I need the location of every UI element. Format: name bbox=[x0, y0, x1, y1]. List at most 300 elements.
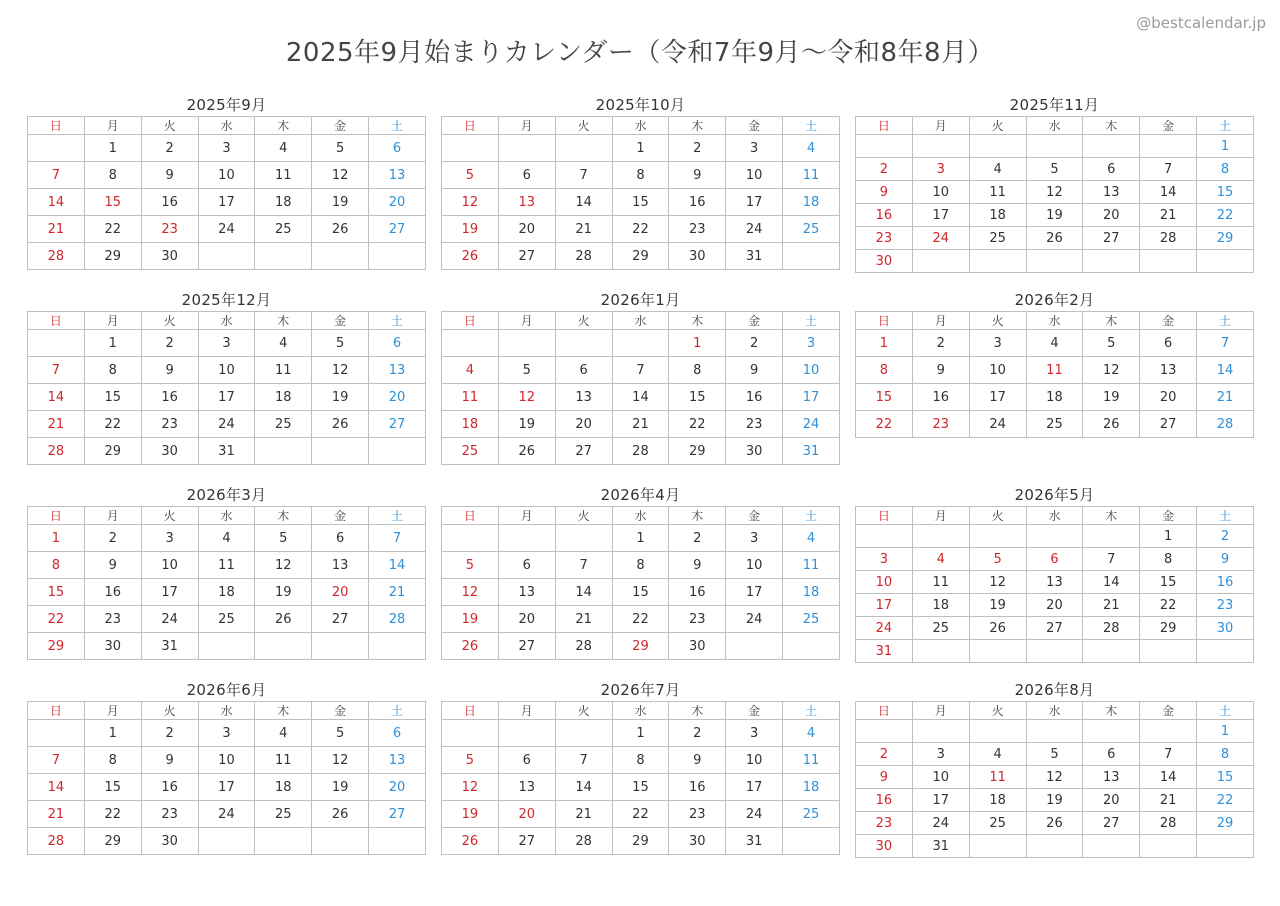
empty-day-cell bbox=[28, 720, 85, 747]
weekday-label: 水 bbox=[612, 507, 669, 525]
week-row bbox=[442, 633, 840, 660]
day-cell: 14 bbox=[28, 774, 85, 801]
month-title: 2025年12月 bbox=[181, 291, 272, 309]
weekday-label: 月 bbox=[498, 117, 555, 135]
day-cell: 4 bbox=[198, 525, 255, 552]
weekday-label: 火 bbox=[969, 702, 1026, 720]
week-row bbox=[28, 801, 426, 828]
day-cell: 16 bbox=[84, 579, 141, 606]
day-cell: 3 bbox=[198, 135, 255, 162]
day-cell: 5 bbox=[442, 552, 499, 579]
day-cell: 7 bbox=[28, 747, 85, 774]
day-cell: 19 bbox=[969, 594, 1026, 617]
month-calendar bbox=[27, 94, 426, 289]
day-cell: 18 bbox=[255, 189, 312, 216]
day-cell: 5 bbox=[1083, 330, 1140, 357]
day-cell: 18 bbox=[783, 579, 840, 606]
day-cell: 21 bbox=[1140, 204, 1197, 227]
day-cell: 25 bbox=[1026, 411, 1083, 438]
weekday-label: 火 bbox=[969, 507, 1026, 525]
weekday-label: 木 bbox=[255, 702, 312, 720]
day-cell: 4 bbox=[1026, 330, 1083, 357]
weekday-label: 土 bbox=[1197, 702, 1254, 720]
weekday-label: 土 bbox=[783, 117, 840, 135]
day-cell: 7 bbox=[1083, 548, 1140, 571]
month-title: 2026年8月 bbox=[1014, 681, 1095, 699]
day-cell: 2 bbox=[912, 330, 969, 357]
month-calendar bbox=[855, 94, 1254, 289]
month-calendar bbox=[855, 484, 1254, 679]
week-row bbox=[28, 189, 426, 216]
site-credit: @bestcalendar.jp bbox=[1136, 14, 1266, 32]
day-cell: 27 bbox=[498, 633, 555, 660]
empty-day-cell bbox=[912, 720, 969, 743]
day-cell: 9 bbox=[669, 747, 726, 774]
day-cell: 11 bbox=[255, 357, 312, 384]
empty-day-cell bbox=[912, 640, 969, 663]
day-cell: 30 bbox=[141, 243, 198, 270]
day-cell: 25 bbox=[783, 606, 840, 633]
week-row bbox=[28, 243, 426, 270]
day-cell: 7 bbox=[28, 162, 85, 189]
day-cell: 10 bbox=[912, 181, 969, 204]
day-cell: 25 bbox=[783, 216, 840, 243]
day-cell: 17 bbox=[726, 579, 783, 606]
day-cell: 5 bbox=[1026, 158, 1083, 181]
weekday-header-row bbox=[856, 507, 1254, 525]
day-cell: 2 bbox=[669, 135, 726, 162]
day-cell: 6 bbox=[555, 357, 612, 384]
day-cell: 28 bbox=[1140, 812, 1197, 835]
day-cell: 19 bbox=[1026, 204, 1083, 227]
day-cell: 9 bbox=[856, 181, 913, 204]
day-cell: 11 bbox=[255, 162, 312, 189]
day-cell: 6 bbox=[1083, 158, 1140, 181]
day-cell: 3 bbox=[198, 330, 255, 357]
day-cell: 14 bbox=[555, 189, 612, 216]
empty-day-cell bbox=[312, 828, 369, 855]
day-cell: 14 bbox=[369, 552, 426, 579]
weekday-label: 土 bbox=[783, 702, 840, 720]
day-cell: 21 bbox=[28, 411, 85, 438]
day-cell: 30 bbox=[856, 835, 913, 858]
day-cell: 20 bbox=[498, 606, 555, 633]
empty-day-cell bbox=[969, 250, 1026, 273]
day-cell: 14 bbox=[555, 579, 612, 606]
day-cell: 27 bbox=[369, 216, 426, 243]
empty-day-cell bbox=[198, 633, 255, 660]
day-cell: 27 bbox=[1026, 617, 1083, 640]
day-cell: 26 bbox=[442, 633, 499, 660]
day-cell: 21 bbox=[612, 411, 669, 438]
month-calendar bbox=[441, 679, 840, 874]
day-cell: 11 bbox=[255, 747, 312, 774]
day-cell: 23 bbox=[726, 411, 783, 438]
day-cell: 28 bbox=[28, 438, 85, 465]
empty-day-cell bbox=[255, 243, 312, 270]
empty-day-cell bbox=[912, 525, 969, 548]
week-row bbox=[856, 525, 1254, 548]
weekday-label: 日 bbox=[442, 702, 499, 720]
day-cell: 16 bbox=[669, 189, 726, 216]
month-title: 2025年9月 bbox=[186, 96, 267, 114]
weekday-label: 金 bbox=[726, 702, 783, 720]
weekday-label: 月 bbox=[912, 312, 969, 330]
day-cell: 4 bbox=[783, 135, 840, 162]
day-cell: 22 bbox=[612, 216, 669, 243]
weekday-label: 土 bbox=[369, 507, 426, 525]
day-cell: 25 bbox=[442, 438, 499, 465]
day-cell: 18 bbox=[912, 594, 969, 617]
empty-day-cell bbox=[555, 525, 612, 552]
day-cell: 15 bbox=[28, 579, 85, 606]
weekday-label: 木 bbox=[1083, 312, 1140, 330]
empty-day-cell bbox=[856, 720, 913, 743]
day-cell: 14 bbox=[1197, 357, 1254, 384]
day-cell: 28 bbox=[28, 828, 85, 855]
weekday-label: 水 bbox=[612, 312, 669, 330]
day-cell: 1 bbox=[84, 720, 141, 747]
day-cell: 12 bbox=[312, 357, 369, 384]
week-row bbox=[442, 720, 840, 747]
empty-day-cell bbox=[969, 835, 1026, 858]
weekday-header-row bbox=[442, 702, 840, 720]
empty-day-cell bbox=[1026, 250, 1083, 273]
day-cell: 23 bbox=[669, 801, 726, 828]
weekday-label: 火 bbox=[555, 702, 612, 720]
day-cell: 4 bbox=[969, 743, 1026, 766]
day-cell: 28 bbox=[555, 633, 612, 660]
day-cell: 17 bbox=[198, 774, 255, 801]
week-row bbox=[442, 801, 840, 828]
weekday-header-row bbox=[856, 117, 1254, 135]
day-cell: 20 bbox=[1026, 594, 1083, 617]
day-cell: 24 bbox=[726, 216, 783, 243]
day-cell: 26 bbox=[969, 617, 1026, 640]
week-row bbox=[28, 438, 426, 465]
day-cell: 8 bbox=[612, 747, 669, 774]
day-cell: 3 bbox=[912, 743, 969, 766]
day-cell: 6 bbox=[369, 720, 426, 747]
day-cell: 9 bbox=[726, 357, 783, 384]
day-cell: 18 bbox=[255, 384, 312, 411]
day-cell: 9 bbox=[669, 162, 726, 189]
day-cell: 22 bbox=[84, 801, 141, 828]
day-cell: 29 bbox=[84, 243, 141, 270]
weekday-label: 土 bbox=[369, 312, 426, 330]
week-row bbox=[856, 640, 1254, 663]
day-cell: 2 bbox=[141, 330, 198, 357]
day-cell: 25 bbox=[255, 216, 312, 243]
day-cell: 20 bbox=[498, 216, 555, 243]
day-cell: 13 bbox=[498, 189, 555, 216]
day-cell: 13 bbox=[312, 552, 369, 579]
day-cell: 9 bbox=[141, 357, 198, 384]
day-cell: 13 bbox=[1026, 571, 1083, 594]
day-cell: 24 bbox=[198, 411, 255, 438]
weekday-label: 土 bbox=[1197, 507, 1254, 525]
week-row bbox=[856, 835, 1254, 858]
weekday-label: 水 bbox=[198, 702, 255, 720]
empty-day-cell bbox=[1026, 835, 1083, 858]
day-cell: 22 bbox=[669, 411, 726, 438]
empty-day-cell bbox=[1140, 250, 1197, 273]
weekday-label: 水 bbox=[1026, 312, 1083, 330]
empty-day-cell bbox=[498, 525, 555, 552]
day-cell: 10 bbox=[912, 766, 969, 789]
day-cell: 24 bbox=[726, 606, 783, 633]
empty-day-cell bbox=[442, 525, 499, 552]
weekday-label: 水 bbox=[612, 117, 669, 135]
day-cell: 13 bbox=[1140, 357, 1197, 384]
month-table bbox=[855, 506, 1254, 663]
calendar-grid bbox=[27, 94, 1254, 874]
month-table bbox=[441, 311, 840, 465]
month-table bbox=[855, 311, 1254, 438]
day-cell: 9 bbox=[84, 552, 141, 579]
weekday-label: 火 bbox=[555, 117, 612, 135]
day-cell: 13 bbox=[1083, 766, 1140, 789]
day-cell: 17 bbox=[141, 579, 198, 606]
weekday-header-row bbox=[442, 312, 840, 330]
day-cell: 11 bbox=[783, 162, 840, 189]
weekday-label: 金 bbox=[312, 117, 369, 135]
week-row bbox=[442, 552, 840, 579]
day-cell: 23 bbox=[1197, 594, 1254, 617]
day-cell: 29 bbox=[612, 633, 669, 660]
week-row bbox=[28, 552, 426, 579]
day-cell: 7 bbox=[28, 357, 85, 384]
day-cell: 15 bbox=[84, 189, 141, 216]
day-cell: 15 bbox=[669, 384, 726, 411]
day-cell: 31 bbox=[783, 438, 840, 465]
day-cell: 10 bbox=[783, 357, 840, 384]
month-calendar bbox=[441, 484, 840, 679]
day-cell: 3 bbox=[856, 548, 913, 571]
empty-day-cell bbox=[1026, 720, 1083, 743]
day-cell: 4 bbox=[783, 720, 840, 747]
weekday-label: 火 bbox=[141, 702, 198, 720]
weekday-label: 日 bbox=[28, 117, 85, 135]
day-cell: 17 bbox=[783, 384, 840, 411]
weekday-label: 月 bbox=[498, 312, 555, 330]
day-cell: 21 bbox=[28, 216, 85, 243]
day-cell: 5 bbox=[498, 357, 555, 384]
day-cell: 12 bbox=[312, 747, 369, 774]
day-cell: 3 bbox=[726, 525, 783, 552]
week-row bbox=[28, 606, 426, 633]
weekday-label: 月 bbox=[912, 702, 969, 720]
empty-day-cell bbox=[312, 243, 369, 270]
day-cell: 10 bbox=[141, 552, 198, 579]
day-cell: 17 bbox=[912, 204, 969, 227]
day-cell: 29 bbox=[612, 243, 669, 270]
week-row bbox=[856, 384, 1254, 411]
day-cell: 29 bbox=[1197, 227, 1254, 250]
day-cell: 12 bbox=[1083, 357, 1140, 384]
day-cell: 27 bbox=[498, 828, 555, 855]
month-title: 2026年7月 bbox=[600, 681, 681, 699]
weekday-label: 木 bbox=[255, 312, 312, 330]
weekday-label: 火 bbox=[141, 312, 198, 330]
day-cell: 7 bbox=[1140, 743, 1197, 766]
day-cell: 2 bbox=[141, 135, 198, 162]
empty-day-cell bbox=[1026, 640, 1083, 663]
day-cell: 27 bbox=[312, 606, 369, 633]
day-cell: 17 bbox=[726, 774, 783, 801]
day-cell: 24 bbox=[198, 216, 255, 243]
day-cell: 12 bbox=[969, 571, 1026, 594]
month-title: 2026年4月 bbox=[600, 486, 681, 504]
weekday-header-row bbox=[28, 507, 426, 525]
day-cell: 13 bbox=[369, 357, 426, 384]
day-cell: 2 bbox=[669, 720, 726, 747]
week-row bbox=[856, 181, 1254, 204]
weekday-label: 日 bbox=[442, 312, 499, 330]
weekday-label: 金 bbox=[1140, 507, 1197, 525]
week-row bbox=[28, 411, 426, 438]
weekday-label: 日 bbox=[442, 117, 499, 135]
day-cell: 18 bbox=[783, 189, 840, 216]
empty-day-cell bbox=[198, 828, 255, 855]
weekday-label: 月 bbox=[84, 507, 141, 525]
week-row bbox=[28, 774, 426, 801]
day-cell: 16 bbox=[1197, 571, 1254, 594]
week-row bbox=[28, 135, 426, 162]
day-cell: 22 bbox=[84, 411, 141, 438]
empty-day-cell bbox=[969, 135, 1026, 158]
week-row bbox=[442, 828, 840, 855]
month-table bbox=[27, 311, 426, 465]
day-cell: 25 bbox=[912, 617, 969, 640]
month-title: 2026年5月 bbox=[1014, 486, 1095, 504]
day-cell: 17 bbox=[912, 789, 969, 812]
day-cell: 28 bbox=[1083, 617, 1140, 640]
day-cell: 19 bbox=[312, 384, 369, 411]
day-cell: 30 bbox=[726, 438, 783, 465]
day-cell: 16 bbox=[669, 579, 726, 606]
weekday-label: 木 bbox=[669, 507, 726, 525]
weekday-label: 金 bbox=[312, 702, 369, 720]
weekday-label: 水 bbox=[198, 117, 255, 135]
weekday-label: 金 bbox=[1140, 702, 1197, 720]
day-cell: 11 bbox=[912, 571, 969, 594]
empty-day-cell bbox=[369, 243, 426, 270]
week-row bbox=[442, 384, 840, 411]
empty-day-cell bbox=[969, 525, 1026, 548]
month-calendar bbox=[855, 679, 1254, 874]
day-cell: 21 bbox=[1197, 384, 1254, 411]
day-cell: 30 bbox=[1197, 617, 1254, 640]
day-cell: 26 bbox=[312, 801, 369, 828]
week-row bbox=[856, 204, 1254, 227]
weekday-label: 金 bbox=[726, 117, 783, 135]
week-row bbox=[442, 579, 840, 606]
day-cell: 31 bbox=[726, 828, 783, 855]
weekday-label: 日 bbox=[856, 702, 913, 720]
empty-day-cell bbox=[1197, 835, 1254, 858]
month-table bbox=[441, 116, 840, 270]
weekday-label: 水 bbox=[198, 507, 255, 525]
day-cell: 23 bbox=[141, 411, 198, 438]
day-cell: 24 bbox=[912, 812, 969, 835]
empty-day-cell bbox=[726, 633, 783, 660]
day-cell: 16 bbox=[856, 204, 913, 227]
day-cell: 4 bbox=[783, 525, 840, 552]
week-row bbox=[28, 330, 426, 357]
weekday-header-row bbox=[28, 312, 426, 330]
day-cell: 15 bbox=[612, 579, 669, 606]
week-row bbox=[28, 633, 426, 660]
day-cell: 13 bbox=[1083, 181, 1140, 204]
day-cell: 1 bbox=[612, 525, 669, 552]
month-title: 2026年2月 bbox=[1014, 291, 1095, 309]
week-row bbox=[856, 411, 1254, 438]
weekday-label: 日 bbox=[28, 507, 85, 525]
weekday-label: 金 bbox=[1140, 312, 1197, 330]
day-cell: 14 bbox=[1140, 181, 1197, 204]
empty-day-cell bbox=[555, 720, 612, 747]
day-cell: 12 bbox=[498, 384, 555, 411]
empty-day-cell bbox=[1083, 835, 1140, 858]
day-cell: 4 bbox=[912, 548, 969, 571]
day-cell: 9 bbox=[141, 162, 198, 189]
month-table bbox=[27, 701, 426, 855]
day-cell: 8 bbox=[84, 162, 141, 189]
day-cell: 28 bbox=[28, 243, 85, 270]
day-cell: 8 bbox=[612, 552, 669, 579]
day-cell: 9 bbox=[669, 552, 726, 579]
weekday-label: 水 bbox=[1026, 507, 1083, 525]
day-cell: 16 bbox=[856, 789, 913, 812]
week-row bbox=[28, 162, 426, 189]
week-row bbox=[442, 216, 840, 243]
day-cell: 15 bbox=[84, 774, 141, 801]
day-cell: 29 bbox=[1140, 617, 1197, 640]
weekday-label: 金 bbox=[726, 507, 783, 525]
day-cell: 21 bbox=[1083, 594, 1140, 617]
week-row bbox=[442, 438, 840, 465]
day-cell: 10 bbox=[726, 552, 783, 579]
day-cell: 16 bbox=[141, 774, 198, 801]
weekday-label: 火 bbox=[141, 507, 198, 525]
day-cell: 2 bbox=[856, 158, 913, 181]
day-cell: 18 bbox=[783, 774, 840, 801]
day-cell: 27 bbox=[369, 801, 426, 828]
empty-day-cell bbox=[255, 438, 312, 465]
day-cell: 31 bbox=[726, 243, 783, 270]
day-cell: 14 bbox=[612, 384, 669, 411]
weekday-label: 火 bbox=[969, 312, 1026, 330]
day-cell: 30 bbox=[84, 633, 141, 660]
week-row bbox=[856, 594, 1254, 617]
day-cell: 19 bbox=[1026, 789, 1083, 812]
day-cell: 14 bbox=[28, 384, 85, 411]
day-cell: 17 bbox=[198, 384, 255, 411]
day-cell: 26 bbox=[442, 243, 499, 270]
day-cell: 28 bbox=[1140, 227, 1197, 250]
day-cell: 30 bbox=[669, 243, 726, 270]
weekday-label: 木 bbox=[669, 312, 726, 330]
empty-day-cell bbox=[369, 438, 426, 465]
day-cell: 27 bbox=[1140, 411, 1197, 438]
day-cell: 5 bbox=[442, 747, 499, 774]
day-cell: 22 bbox=[856, 411, 913, 438]
day-cell: 29 bbox=[28, 633, 85, 660]
weekday-label: 金 bbox=[726, 312, 783, 330]
empty-day-cell bbox=[1083, 640, 1140, 663]
day-cell: 29 bbox=[669, 438, 726, 465]
